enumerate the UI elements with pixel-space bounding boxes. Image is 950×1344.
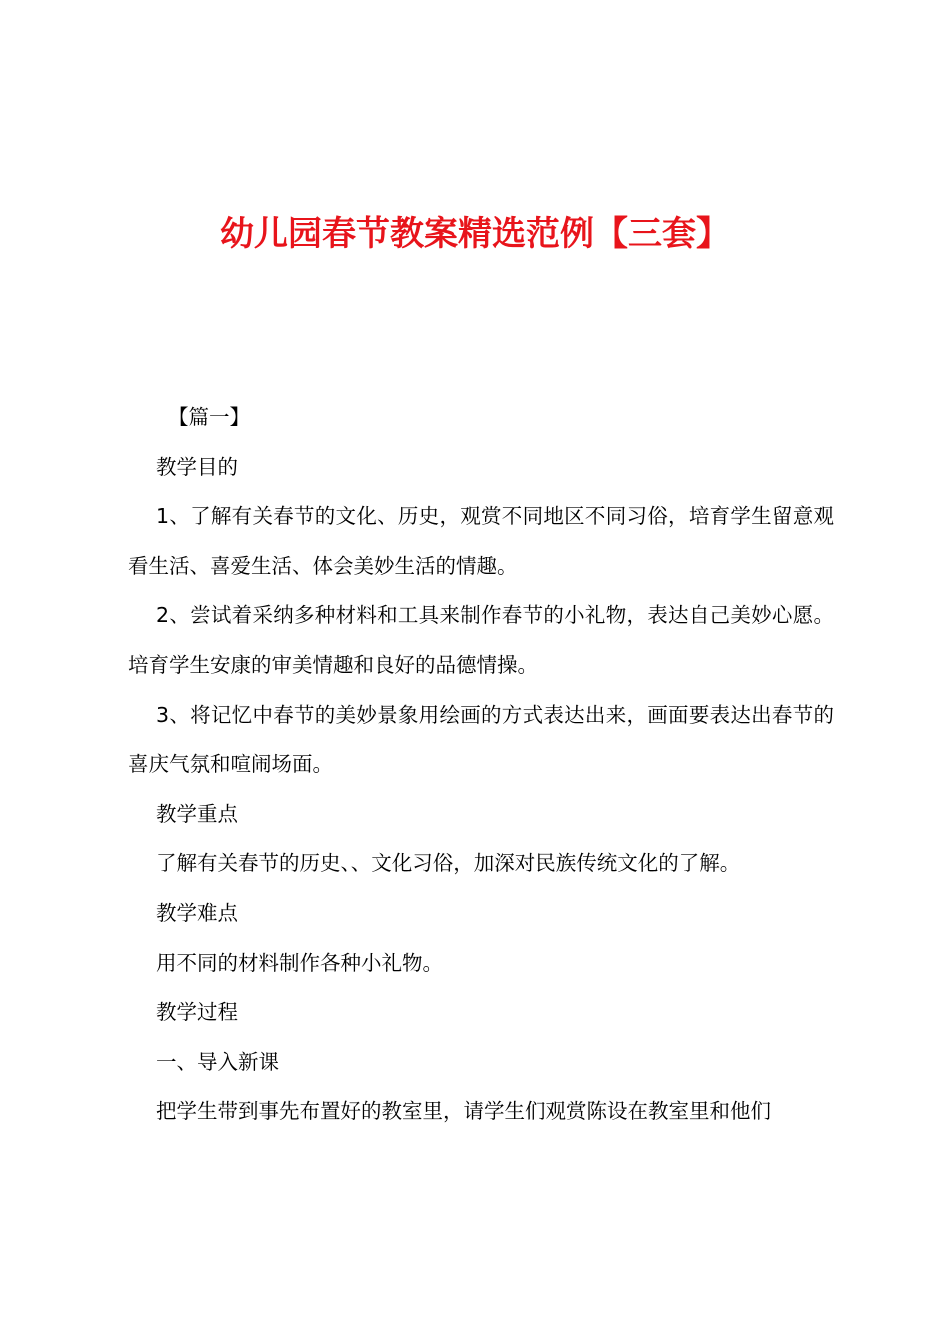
paragraph-step-1-text: 把学生带到事先布置好的教室里，请学生们观赏陈设在教室里和他们 bbox=[156, 1099, 771, 1124]
paragraph-goal-2: 2、尝试着采纳多种材料和工具来制作春节的小礼物，表达自己美妙心愿。培育学生安康的审美情趣和良好的品德情操。 bbox=[128, 603, 834, 677]
paragraph-teaching-goals-heading: 教学目的 bbox=[156, 454, 238, 479]
paragraph-key-points-heading: 教学重点 bbox=[156, 801, 238, 826]
document-title: 幼儿园春节教案精选范例【三套】 bbox=[220, 214, 730, 254]
paragraph-process-heading: 教学过程 bbox=[156, 1000, 238, 1025]
paragraph-difficulty-heading: 教学难点 bbox=[156, 900, 238, 925]
document-body bbox=[128, 393, 834, 1137]
paragraph-step-1-heading: 一、导入新课 bbox=[156, 1049, 279, 1074]
paragraph-key-points: 了解有关春节的历史、、文化习俗，加深对民族传统文化的了解。 bbox=[156, 851, 741, 876]
paragraph-goal-3: 3、将记忆中春节的美妙景象用绘画的方式表达出来，画面要表达出春节的喜庆气氛和喧闹场面。 bbox=[128, 702, 834, 777]
section-heading: 【篇一】 bbox=[168, 405, 250, 429]
paragraph-difficulty: 用不同的材料制作各种小礼物。 bbox=[156, 950, 443, 975]
paragraph-goal-1: 1、了解有关春节的文化、历史，观赏不同地区不同习俗，培育学生留意观看生活、喜爱生活、体会美妙生活的情趣。 bbox=[128, 504, 834, 578]
